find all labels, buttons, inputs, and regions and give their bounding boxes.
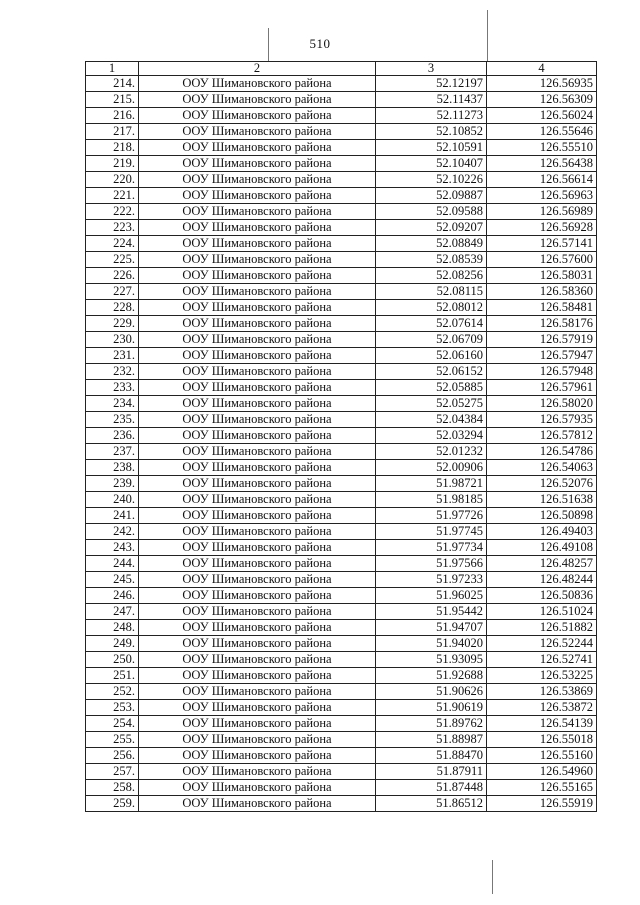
table-row bbox=[86, 476, 597, 492]
row-number: 250. bbox=[86, 652, 139, 668]
latitude-value: 52.05885 bbox=[376, 380, 487, 396]
table-row bbox=[86, 684, 597, 700]
longitude-value: 126.54139 bbox=[487, 716, 597, 732]
object-name: ООУ Шимановского района bbox=[139, 220, 376, 236]
object-name: ООУ Шимановского района bbox=[139, 92, 376, 108]
column-header: 1 bbox=[86, 62, 139, 76]
latitude-value: 52.03294 bbox=[376, 428, 487, 444]
table-row bbox=[86, 76, 597, 92]
row-number: 221. bbox=[86, 188, 139, 204]
object-name: ООУ Шимановского района bbox=[139, 204, 376, 220]
row-number: 251. bbox=[86, 668, 139, 684]
longitude-value: 126.56963 bbox=[487, 188, 597, 204]
latitude-value: 52.10407 bbox=[376, 156, 487, 172]
longitude-value: 126.50836 bbox=[487, 588, 597, 604]
latitude-value: 52.08849 bbox=[376, 236, 487, 252]
longitude-value: 126.56024 bbox=[487, 108, 597, 124]
latitude-value: 51.94020 bbox=[376, 636, 487, 652]
object-name: ООУ Шимановского района bbox=[139, 396, 376, 412]
longitude-value: 126.57948 bbox=[487, 364, 597, 380]
object-name: ООУ Шимановского района bbox=[139, 188, 376, 204]
latitude-value: 52.06152 bbox=[376, 364, 487, 380]
table-row bbox=[86, 700, 597, 716]
row-number: 238. bbox=[86, 460, 139, 476]
table-row bbox=[86, 188, 597, 204]
longitude-value: 126.53872 bbox=[487, 700, 597, 716]
object-name: ООУ Шимановского района bbox=[139, 764, 376, 780]
table-row bbox=[86, 220, 597, 236]
table-row bbox=[86, 636, 597, 652]
longitude-value: 126.50898 bbox=[487, 508, 597, 524]
row-number: 231. bbox=[86, 348, 139, 364]
object-name: ООУ Шимановского района bbox=[139, 108, 376, 124]
object-name: ООУ Шимановского района bbox=[139, 668, 376, 684]
row-number: 248. bbox=[86, 620, 139, 636]
longitude-value: 126.54786 bbox=[487, 444, 597, 460]
row-number: 242. bbox=[86, 524, 139, 540]
latitude-value: 51.89762 bbox=[376, 716, 487, 732]
longitude-value: 126.57600 bbox=[487, 252, 597, 268]
object-name: ООУ Шимановского района bbox=[139, 636, 376, 652]
table-row bbox=[86, 284, 597, 300]
object-name: ООУ Шимановского района bbox=[139, 76, 376, 92]
row-number: 216. bbox=[86, 108, 139, 124]
latitude-value: 51.90619 bbox=[376, 700, 487, 716]
row-number: 227. bbox=[86, 284, 139, 300]
row-number: 258. bbox=[86, 780, 139, 796]
object-name: ООУ Шимановского района bbox=[139, 364, 376, 380]
table-row bbox=[86, 316, 597, 332]
longitude-value: 126.56309 bbox=[487, 92, 597, 108]
object-name: ООУ Шимановского района bbox=[139, 140, 376, 156]
row-number: 246. bbox=[86, 588, 139, 604]
latitude-value: 51.88470 bbox=[376, 748, 487, 764]
object-name: ООУ Шимановского района bbox=[139, 588, 376, 604]
table-row bbox=[86, 412, 597, 428]
latitude-value: 52.12197 bbox=[376, 76, 487, 92]
object-name: ООУ Шимановского района bbox=[139, 300, 376, 316]
table-row bbox=[86, 668, 597, 684]
longitude-value: 126.52076 bbox=[487, 476, 597, 492]
longitude-value: 126.57812 bbox=[487, 428, 597, 444]
object-name: ООУ Шимановского района bbox=[139, 412, 376, 428]
object-name: ООУ Шимановского района bbox=[139, 620, 376, 636]
latitude-value: 51.96025 bbox=[376, 588, 487, 604]
object-name: ООУ Шимановского района bbox=[139, 252, 376, 268]
object-name: ООУ Шимановского района bbox=[139, 348, 376, 364]
latitude-value: 52.05275 bbox=[376, 396, 487, 412]
object-name: ООУ Шимановского района bbox=[139, 652, 376, 668]
latitude-value: 51.97233 bbox=[376, 572, 487, 588]
object-name: ООУ Шимановского района bbox=[139, 172, 376, 188]
row-number: 249. bbox=[86, 636, 139, 652]
table-row bbox=[86, 460, 597, 476]
longitude-value: 126.55510 bbox=[487, 140, 597, 156]
longitude-value: 126.58031 bbox=[487, 268, 597, 284]
latitude-value: 52.11273 bbox=[376, 108, 487, 124]
longitude-value: 126.53869 bbox=[487, 684, 597, 700]
table-row bbox=[86, 300, 597, 316]
object-name: ООУ Шимановского района bbox=[139, 476, 376, 492]
object-name: ООУ Шимановского района bbox=[139, 796, 376, 812]
latitude-value: 52.08539 bbox=[376, 252, 487, 268]
longitude-value: 126.51638 bbox=[487, 492, 597, 508]
row-number: 222. bbox=[86, 204, 139, 220]
object-name: ООУ Шимановского района bbox=[139, 556, 376, 572]
row-number: 255. bbox=[86, 732, 139, 748]
row-number: 224. bbox=[86, 236, 139, 252]
table-row bbox=[86, 236, 597, 252]
table-row bbox=[86, 380, 597, 396]
object-name: ООУ Шимановского района bbox=[139, 124, 376, 140]
longitude-value: 126.53225 bbox=[487, 668, 597, 684]
longitude-value: 126.49108 bbox=[487, 540, 597, 556]
latitude-value: 51.88987 bbox=[376, 732, 487, 748]
object-name: ООУ Шимановского района bbox=[139, 508, 376, 524]
latitude-value: 51.93095 bbox=[376, 652, 487, 668]
object-name: ООУ Шимановского района bbox=[139, 332, 376, 348]
table-row bbox=[86, 588, 597, 604]
object-name: ООУ Шимановского района bbox=[139, 492, 376, 508]
table-row bbox=[86, 572, 597, 588]
latitude-value: 52.01232 bbox=[376, 444, 487, 460]
row-number: 228. bbox=[86, 300, 139, 316]
longitude-value: 126.58360 bbox=[487, 284, 597, 300]
row-number: 236. bbox=[86, 428, 139, 444]
longitude-value: 126.57141 bbox=[487, 236, 597, 252]
object-name: ООУ Шимановского района bbox=[139, 604, 376, 620]
table-row bbox=[86, 604, 597, 620]
latitude-value: 52.04384 bbox=[376, 412, 487, 428]
table-row bbox=[86, 444, 597, 460]
column-header: 3 bbox=[376, 62, 487, 76]
longitude-value: 126.57947 bbox=[487, 348, 597, 364]
longitude-value: 126.58020 bbox=[487, 396, 597, 412]
latitude-value: 52.11437 bbox=[376, 92, 487, 108]
table-row bbox=[86, 716, 597, 732]
table-row bbox=[86, 428, 597, 444]
coordinates-table bbox=[85, 61, 597, 812]
latitude-value: 51.95442 bbox=[376, 604, 487, 620]
longitude-value: 126.58176 bbox=[487, 316, 597, 332]
longitude-value: 126.54063 bbox=[487, 460, 597, 476]
table-row bbox=[86, 732, 597, 748]
object-name: ООУ Шимановского района bbox=[139, 780, 376, 796]
column-header: 4 bbox=[487, 62, 597, 76]
longitude-value: 126.56614 bbox=[487, 172, 597, 188]
row-number: 229. bbox=[86, 316, 139, 332]
table-header-row bbox=[86, 62, 597, 76]
longitude-value: 126.52741 bbox=[487, 652, 597, 668]
object-name: ООУ Шимановского района bbox=[139, 428, 376, 444]
longitude-value: 126.56438 bbox=[487, 156, 597, 172]
row-number: 230. bbox=[86, 332, 139, 348]
row-number: 257. bbox=[86, 764, 139, 780]
row-number: 239. bbox=[86, 476, 139, 492]
table-row bbox=[86, 348, 597, 364]
row-number: 252. bbox=[86, 684, 139, 700]
column-header: 2 bbox=[139, 62, 376, 76]
latitude-value: 51.97566 bbox=[376, 556, 487, 572]
object-name: ООУ Шимановского района bbox=[139, 732, 376, 748]
row-number: 225. bbox=[86, 252, 139, 268]
table-row bbox=[86, 172, 597, 188]
latitude-value: 52.00906 bbox=[376, 460, 487, 476]
object-name: ООУ Шимановского района bbox=[139, 316, 376, 332]
latitude-value: 52.07614 bbox=[376, 316, 487, 332]
table-row bbox=[86, 204, 597, 220]
table-row bbox=[86, 780, 597, 796]
row-number: 218. bbox=[86, 140, 139, 156]
row-number: 247. bbox=[86, 604, 139, 620]
latitude-value: 51.97734 bbox=[376, 540, 487, 556]
object-name: ООУ Шимановского района bbox=[139, 748, 376, 764]
object-name: ООУ Шимановского района bbox=[139, 684, 376, 700]
table-row bbox=[86, 796, 597, 812]
table-row bbox=[86, 524, 597, 540]
row-number: 220. bbox=[86, 172, 139, 188]
table-row bbox=[86, 140, 597, 156]
row-number: 240. bbox=[86, 492, 139, 508]
table-row bbox=[86, 620, 597, 636]
latitude-value: 52.08256 bbox=[376, 268, 487, 284]
longitude-value: 126.51882 bbox=[487, 620, 597, 636]
longitude-value: 126.57935 bbox=[487, 412, 597, 428]
longitude-value: 126.55165 bbox=[487, 780, 597, 796]
table-row bbox=[86, 124, 597, 140]
longitude-value: 126.56935 bbox=[487, 76, 597, 92]
longitude-value: 126.48257 bbox=[487, 556, 597, 572]
latitude-value: 51.87448 bbox=[376, 780, 487, 796]
longitude-value: 126.56928 bbox=[487, 220, 597, 236]
page-number: 510 bbox=[309, 36, 331, 51]
object-name: ООУ Шимановского района bbox=[139, 236, 376, 252]
latitude-value: 52.06160 bbox=[376, 348, 487, 364]
longitude-value: 126.55646 bbox=[487, 124, 597, 140]
table-row bbox=[86, 764, 597, 780]
object-name: ООУ Шимановского района bbox=[139, 268, 376, 284]
latitude-value: 52.08115 bbox=[376, 284, 487, 300]
table-row bbox=[86, 396, 597, 412]
longitude-value: 126.56989 bbox=[487, 204, 597, 220]
row-number: 243. bbox=[86, 540, 139, 556]
latitude-value: 51.90626 bbox=[376, 684, 487, 700]
latitude-value: 52.10226 bbox=[376, 172, 487, 188]
row-number: 253. bbox=[86, 700, 139, 716]
row-number: 234. bbox=[86, 396, 139, 412]
table-row bbox=[86, 652, 597, 668]
object-name: ООУ Шимановского района bbox=[139, 524, 376, 540]
row-number: 217. bbox=[86, 124, 139, 140]
longitude-value: 126.57919 bbox=[487, 332, 597, 348]
latitude-value: 52.09887 bbox=[376, 188, 487, 204]
table-row bbox=[86, 556, 597, 572]
longitude-value: 126.58481 bbox=[487, 300, 597, 316]
row-number: 244. bbox=[86, 556, 139, 572]
row-number: 237. bbox=[86, 444, 139, 460]
longitude-value: 126.55919 bbox=[487, 796, 597, 812]
row-number: 256. bbox=[86, 748, 139, 764]
latitude-value: 52.10591 bbox=[376, 140, 487, 156]
longitude-value: 126.51024 bbox=[487, 604, 597, 620]
latitude-value: 51.98721 bbox=[376, 476, 487, 492]
table-row bbox=[86, 252, 597, 268]
latitude-value: 51.97745 bbox=[376, 524, 487, 540]
row-number: 223. bbox=[86, 220, 139, 236]
latitude-value: 52.06709 bbox=[376, 332, 487, 348]
latitude-value: 51.94707 bbox=[376, 620, 487, 636]
row-number: 259. bbox=[86, 796, 139, 812]
table-row bbox=[86, 108, 597, 124]
object-name: ООУ Шимановского района bbox=[139, 572, 376, 588]
latitude-value: 51.86512 bbox=[376, 796, 487, 812]
table-row bbox=[86, 92, 597, 108]
longitude-value: 126.48244 bbox=[487, 572, 597, 588]
object-name: ООУ Шимановского района bbox=[139, 700, 376, 716]
longitude-value: 126.55160 bbox=[487, 748, 597, 764]
row-number: 241. bbox=[86, 508, 139, 524]
longitude-value: 126.49403 bbox=[487, 524, 597, 540]
row-number: 232. bbox=[86, 364, 139, 380]
latitude-value: 52.09588 bbox=[376, 204, 487, 220]
object-name: ООУ Шимановского района bbox=[139, 284, 376, 300]
latitude-value: 51.87911 bbox=[376, 764, 487, 780]
row-number: 214. bbox=[86, 76, 139, 92]
scan-artifact-line bbox=[492, 860, 493, 894]
latitude-value: 51.92688 bbox=[376, 668, 487, 684]
longitude-value: 126.54960 bbox=[487, 764, 597, 780]
object-name: ООУ Шимановского района bbox=[139, 156, 376, 172]
latitude-value: 52.08012 bbox=[376, 300, 487, 316]
row-number: 245. bbox=[86, 572, 139, 588]
row-number: 233. bbox=[86, 380, 139, 396]
latitude-value: 51.97726 bbox=[376, 508, 487, 524]
table-row bbox=[86, 268, 597, 284]
row-number: 226. bbox=[86, 268, 139, 284]
table-row bbox=[86, 748, 597, 764]
object-name: ООУ Шимановского района bbox=[139, 716, 376, 732]
table-row bbox=[86, 364, 597, 380]
table-row bbox=[86, 156, 597, 172]
table-row bbox=[86, 540, 597, 556]
row-number: 254. bbox=[86, 716, 139, 732]
row-number: 235. bbox=[86, 412, 139, 428]
object-name: ООУ Шимановского района bbox=[139, 540, 376, 556]
row-number: 215. bbox=[86, 92, 139, 108]
table-row bbox=[86, 492, 597, 508]
latitude-value: 51.98185 bbox=[376, 492, 487, 508]
object-name: ООУ Шимановского района bbox=[139, 380, 376, 396]
latitude-value: 52.10852 bbox=[376, 124, 487, 140]
longitude-value: 126.52244 bbox=[487, 636, 597, 652]
object-name: ООУ Шимановского района bbox=[139, 460, 376, 476]
object-name: ООУ Шимановского района bbox=[139, 444, 376, 460]
longitude-value: 126.57961 bbox=[487, 380, 597, 396]
latitude-value: 52.09207 bbox=[376, 220, 487, 236]
row-number: 219. bbox=[86, 156, 139, 172]
table-row bbox=[86, 332, 597, 348]
longitude-value: 126.55018 bbox=[487, 732, 597, 748]
table-row bbox=[86, 508, 597, 524]
